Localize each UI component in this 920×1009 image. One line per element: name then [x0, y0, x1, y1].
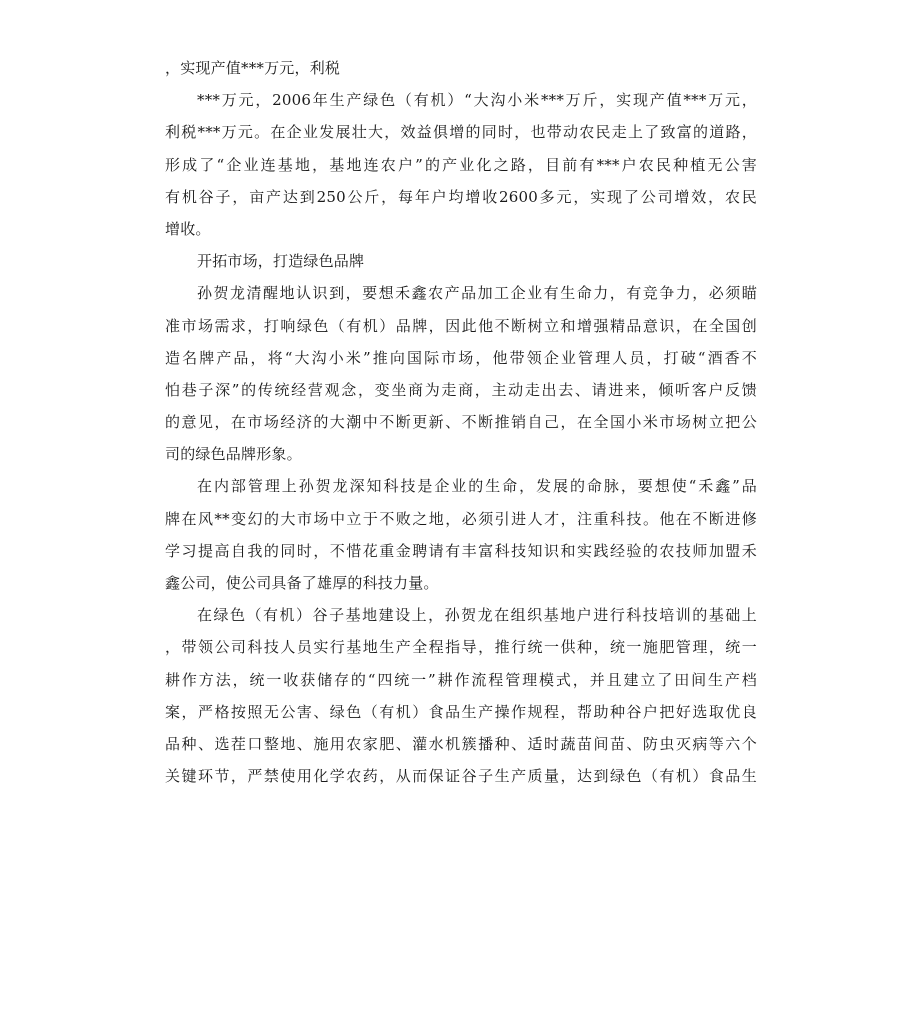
text-line: 利税***万元。在企业发展壮大，效益俱增的同时，也带动农民走上了致富的道路， [165, 123, 757, 142]
text-line: 造名牌产品，将“大沟小米”推向国际市场，他带领企业管理人员，打破“酒香不 [165, 348, 757, 367]
text-line: 司的绿色品牌形象。 [165, 445, 302, 464]
text-line: 在绿色（有机）谷子基地建设上，孙贺龙在组织基地户进行科技培训的基础上 [197, 606, 757, 625]
text-line: 形成了“企业连基地，基地连农户”的产业化之路，目前有***户农民种植无公害 [165, 155, 757, 174]
text-line: 增收。 [165, 219, 211, 238]
text-line: 耕作方法，统一收获储存的“四统一”耕作流程管理模式，并且建立了田间生产档 [165, 670, 757, 689]
text-line: ，实现产值***万元，利税 [165, 59, 341, 77]
text-line: 学习提高自我的同时，不惜花重金聘请有丰富科技知识和实践经验的农技师加盟禾 [165, 541, 757, 560]
text-line: 有机谷子，亩产达到250公斤，每年户均增收2600多元，实现了公司增效，农民 [165, 187, 757, 206]
text-line: 的意见，在市场经济的大潮中不断更新、不断推销自己，在全国小米市场树立把公 [165, 413, 757, 432]
text-line: 牌在风**变幻的大市场中立于不败之地，必须引进人才，注重科技。他在不断进修 [165, 509, 757, 528]
text-line: ***万元，2006年生产绿色（有机）“大沟小米***万斤，实现产值***万元， [197, 91, 757, 110]
text-line: 准市场需求，打响绿色（有机）品牌，因此他不断树立和增强精品意识，在全国创 [165, 316, 757, 335]
text-line: 案，严格按照无公害、绿色（有机）食品生产操作规程，帮助种谷户把好选取优良 [165, 702, 757, 721]
text-line: 孙贺龙清醒地认识到，要想禾鑫农产品加工企业有生命力，有竞争力，必须瞄 [197, 284, 757, 303]
text-line: 怕巷子深”的传统经营观念，变坐商为走商，主动走出去、请进来，倾听客户反馈 [165, 380, 757, 399]
text-line: ，带领公司科技人员实行基地生产全程指导，推行统一供种，统一施肥管理，统一 [165, 638, 757, 657]
text-line: 品种、选茬口整地、施用农家肥、灌水机簇播种、适时蔬苗间苗、防虫灭病等六个 [165, 734, 757, 753]
section-heading: 开拓市场，打造绿色品牌 [197, 252, 365, 271]
document-page [165, 52, 757, 792]
text-line: 在内部管理上孙贺龙深知科技是企业的生命，发展的命脉，要想使“禾鑫”品 [197, 477, 757, 496]
text-line: 鑫公司，使公司具备了雄厚的科技力量。 [165, 574, 439, 592]
text-line: 关键环节，严禁使用化学农药，从而保证谷子生产质量，达到绿色（有机）食品生 [165, 767, 757, 786]
